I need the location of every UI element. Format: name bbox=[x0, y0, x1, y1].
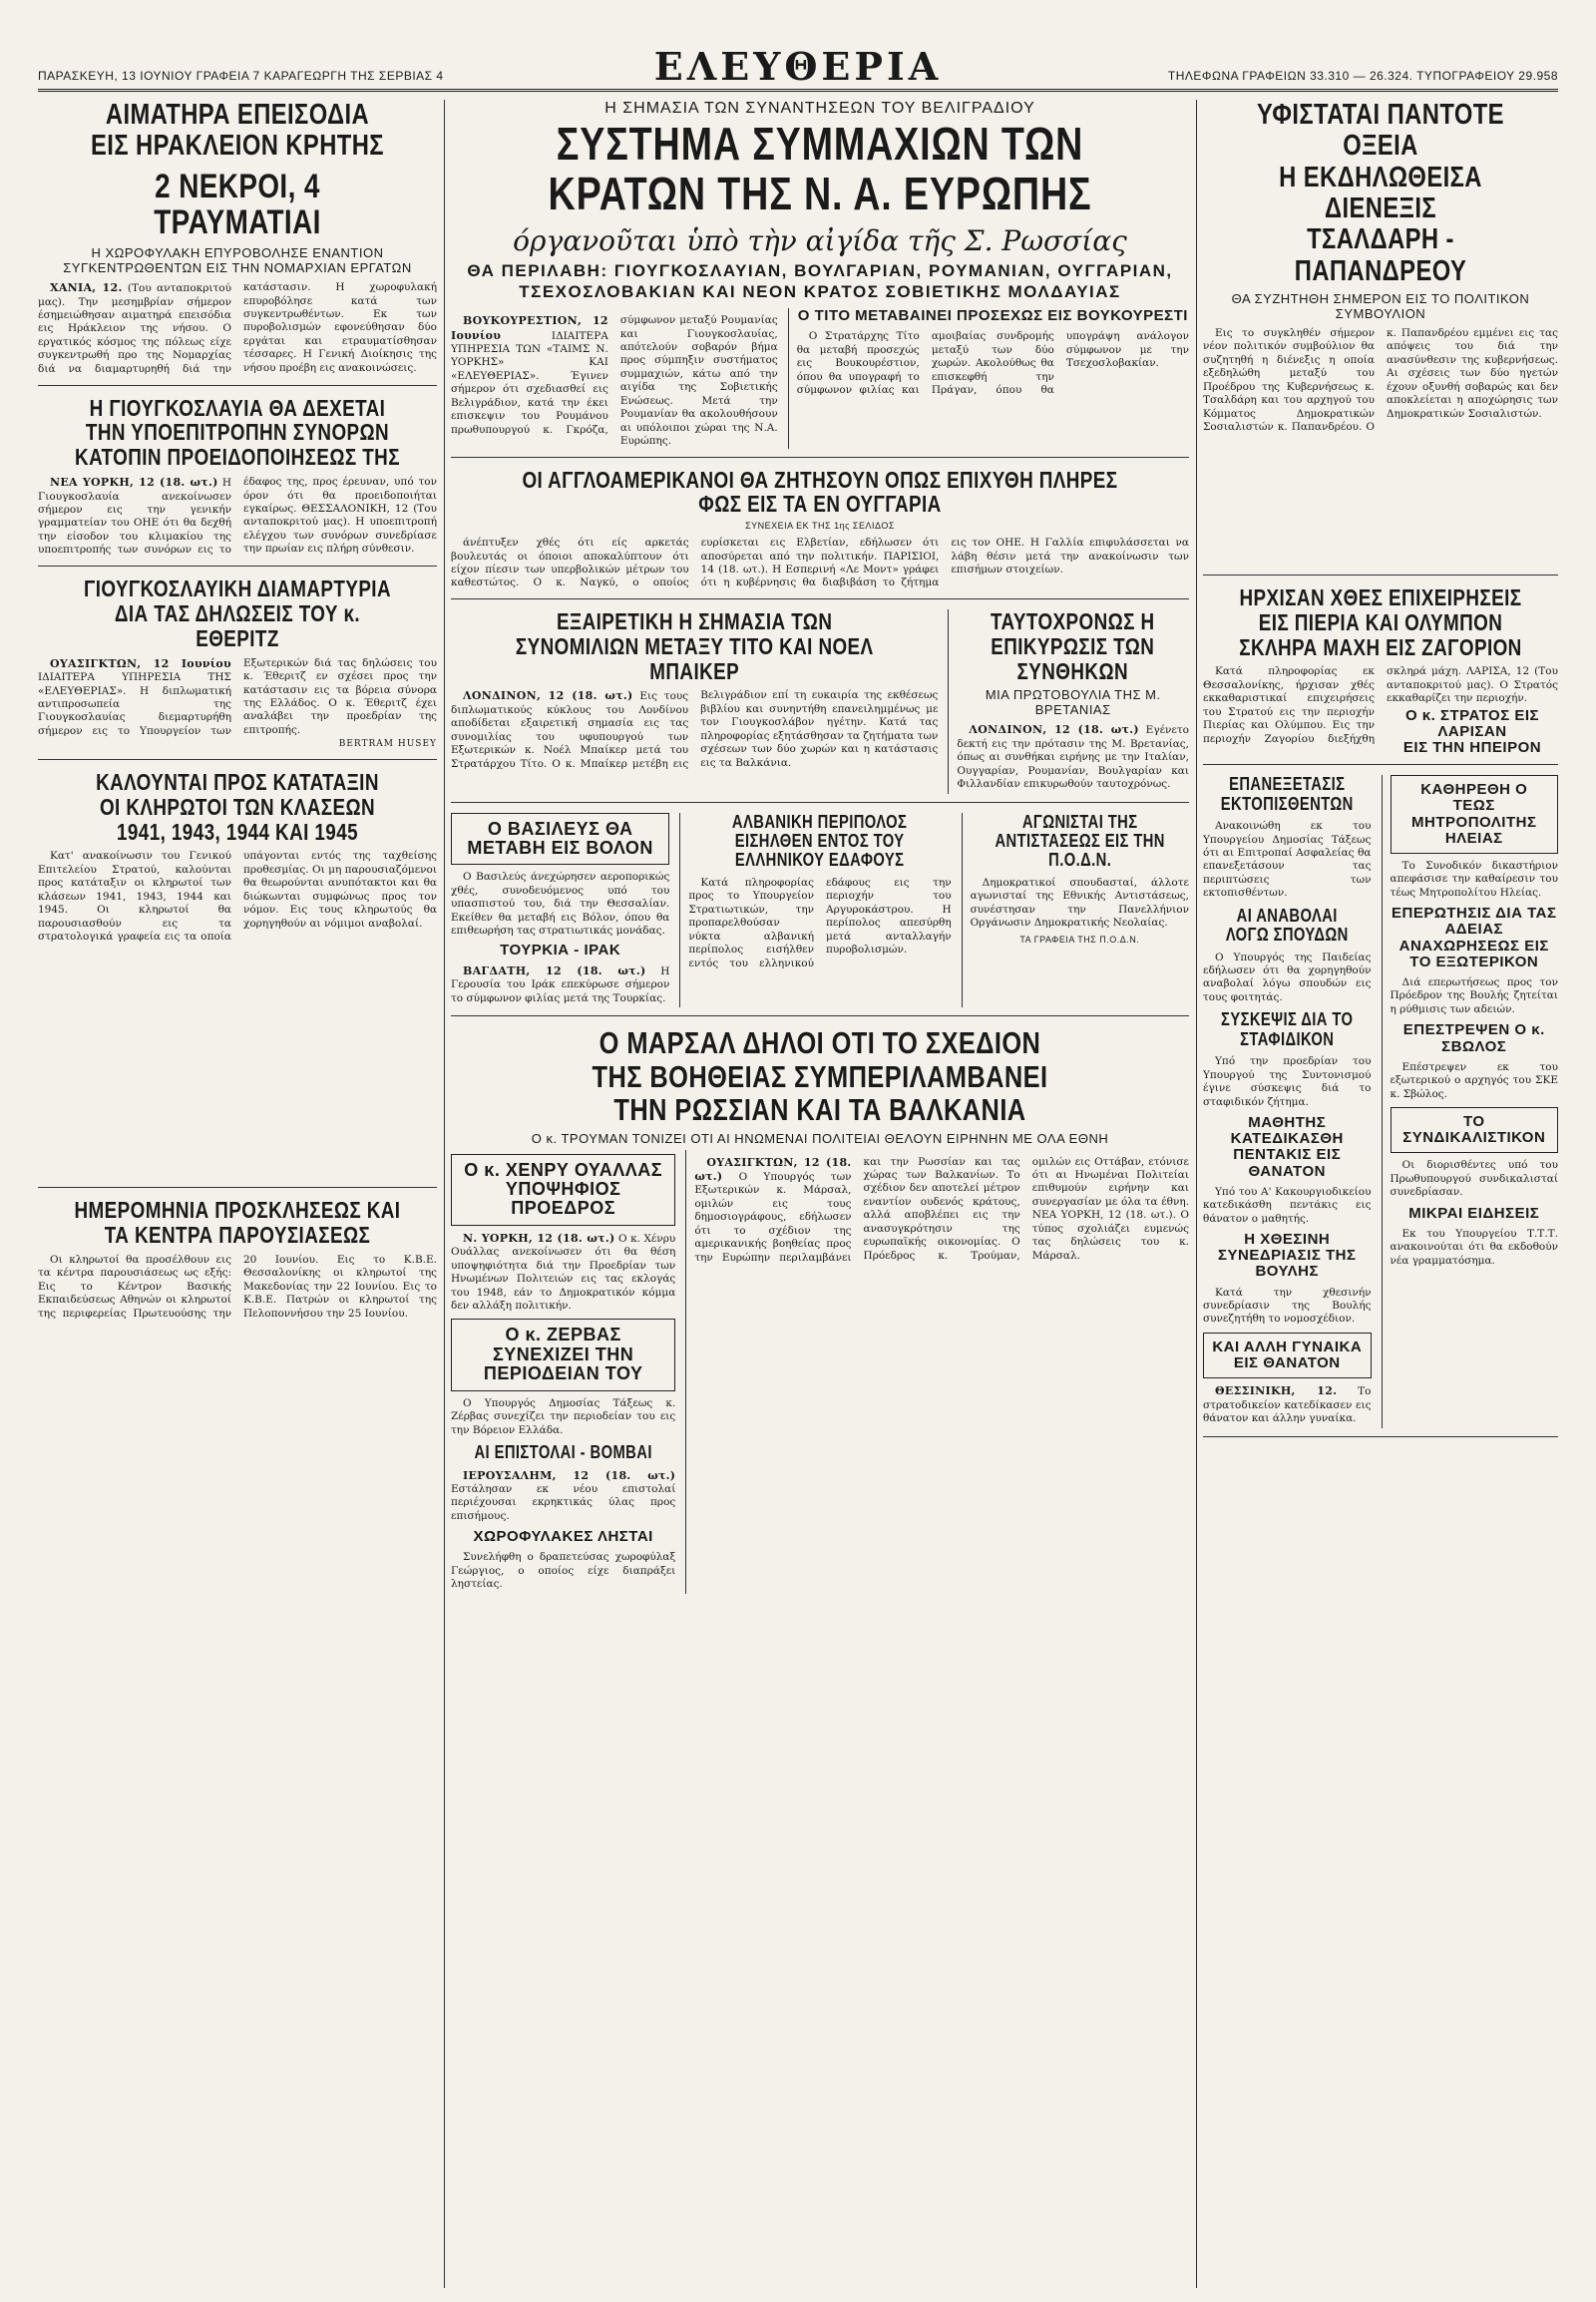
article-text: Συνελήφθη ο δραπετεύσας χωροφύλαξ Γεώργιος, ο οποίος είχε διαπράξει ληστείας. bbox=[451, 1551, 676, 1591]
headline: Ο ΒΑΣΙΛΕΥΣ ΘΑ ΜΕΤΑΒΗ ΕΙΣ ΒΟΛΟΝ bbox=[467, 818, 653, 859]
article-body bbox=[38, 657, 437, 751]
byline: BERTRAM HUSEY bbox=[338, 739, 437, 750]
article-body bbox=[1203, 952, 1372, 1005]
headline: Ο ΜΑΡΣΑΛ ΔΗΛΟΙ ΟΤΙ ΤΟ ΣΧΕΔΙΟΝ bbox=[598, 1026, 1041, 1061]
headline: Ο κ. ΣΤΡΑΤΟΣ ΕΙΣ ΛΑΡΙΣΑΝ bbox=[1404, 706, 1540, 740]
article-text: Κατ' ανακοίνωσιν του Γενικού Επιτελείου Στρατού, καλούνται προς κατάταξιν οι κληρωτοί των κλάσεων 1941, 1943, 1944 και 1945. Οι κληρωτοί θα παρουσιασθούν εις τα στρατολογικά γραφεία εις τα οποία υπάγονται εντός της ταχθείσης προθεσμίας. Οι μη παρουσιαζόμενοι θα θεωρούνται ανυπότακτοι και θα διώκωνται συμφώνως προς τον νόμον. Εις τους κληρωτούς θα χορηγηθούν αι νόμιμοι αναβολαί. bbox=[38, 850, 437, 943]
article-text: Ο Στρατάρχης Τίτο θα μεταβή προσεχώς εις Βουκουρέστιον, όπου θα υπογραφή το σύμφωνον φιλίας και αμοιβαίας συνδρομής μεταξύ των δύο χωρών. Ακολούθως θα επισκεφθή την Πράγαν, όπου θα υπογράψη ανάλογον σύμφωνον με την Τσεχοσλοβακίαν. bbox=[796, 330, 1189, 397]
article-conscripts bbox=[38, 770, 437, 1188]
headline-box bbox=[1391, 775, 1559, 854]
dateline: ΛΟΝΔΙΝΟΝ, 12 (18. ωτ.) bbox=[463, 689, 633, 703]
kicker: Η ΣΗΜΑΣΙΑ ΤΩΝ ΣΥΝΑΝΤΗΣΕΩΝ ΤΟΥ ΒΕΛΙΓΡΑΔΙΟΥ bbox=[604, 100, 1035, 117]
article-body bbox=[1203, 1055, 1372, 1109]
headline: ΤΣΑΛΔΑΡΗ - ΠΑΠΑΝΔΡΕΟΥ bbox=[1294, 223, 1467, 287]
dateline: ΝΕΑ ΥΟΡΚΗ, 12 (18. ωτ.) bbox=[50, 476, 218, 490]
article-right-stack bbox=[1382, 775, 1559, 1427]
headline: ΗΡΧΙΣΑΝ ΧΘΕΣ ΕΠΙΧΕΙΡΗΣΕΙΣ bbox=[1239, 584, 1522, 610]
article-body bbox=[1203, 1186, 1372, 1226]
article-body bbox=[971, 877, 1189, 931]
article-body bbox=[451, 964, 669, 1005]
dateline: ΧΑΝΙΑ, 12. bbox=[50, 281, 123, 295]
headline: ΕΞΑΙΡΕΤΙΚΗ Η ΣΗΜΑΣΙΑ ΤΩΝ ΣΥΝΟΜΙΛΙΩΝ ΜΕΤΑΞΥ ΤΙΤΟ ΚΑΙ ΝΟΕΛ ΜΠΑΙΚΕΡ bbox=[515, 608, 874, 684]
headline: 2 ΝΕΚΡΟΙ, 4 ΤΡΑΥΜΑΤΙΑΙ bbox=[154, 167, 321, 242]
article-text: Ο κ. Χένρυ Ουάλλας ανεκοίνωσεν ότι θα θέση υποψηφιότητα διά την Προεδρίαν των Ηνωμένων Πολιτειών εις τας εκλογάς του 1948, εάν το Δημοκρατικόν κόμμα δεν αλλάξη πολιτικήν. bbox=[451, 1232, 676, 1313]
footer-label: ΤΑ ΓΡΑΦΕΙΑ ΤΗΣ Π.Ο.Δ.Ν. bbox=[1019, 934, 1140, 945]
article-resistance bbox=[962, 813, 1189, 1008]
article-text: Ο Υπουργός Δημοσίας Τάξεως κ. Ζέρβας συνεχίζει την περιοδείαν του εις την Βόρειον Ελλάδα. bbox=[451, 1396, 676, 1436]
article-body bbox=[1203, 1384, 1372, 1425]
headline: ΣΥΣΚΕΨΙΣ ΔΙΑ ΤΟ ΣΤΑΦΙΔΙΚΟΝ bbox=[1221, 1009, 1354, 1049]
article-text: (Του ανταποκριτού μας). Την μεσημβρίαν σήμερον έσημειώθησαν αιματηρά επεισόδια εις Ηράκλειον της νήσου. Ο εργατικός κόσμος της πόλεως είχε συγκεντρωθή προ της Νομαρχίας διά να διαμαρτυρηθή διά την κατάστασιν. Η χωροφυλακή επυροβόλησε κατά των συγκεντρωθέντων. Εκ των πυροβολισμών εφονεύθησαν δύο εργάται και ετραυματίσθησαν τέσσαρες. Η Γενική Διοίκησις της νήσου προέβη εις ανακοινώσεις. bbox=[38, 281, 437, 375]
article-body bbox=[1391, 976, 1559, 1016]
article-body bbox=[1391, 1159, 1559, 1199]
newspaper-title: ΕΛΕΥΘΕΡΙΑ bbox=[653, 44, 943, 89]
main-headline: ΚΡΑΤΩΝ ΤΗΣ Ν. Α. ΕΥΡΩΠΗΣ bbox=[548, 167, 1092, 219]
article-tito-baker bbox=[451, 609, 938, 794]
headline: ΤΑΥΤΟΧΡΟΝΩΣ Η ΕΠΙΚΥΡΩΣΙΣ ΤΩΝ ΣΥΝΘΗΚΩΝ bbox=[991, 608, 1155, 684]
right-column bbox=[1203, 100, 1558, 2288]
article-body bbox=[451, 1232, 675, 1314]
article-text: Το στρατοδικείον κατεδίκασεν εις θάνατον και άλλην γυναίκα. bbox=[1203, 1385, 1372, 1425]
headline: ΓΙΟΥΓΚΟΣΛΑΥΙΚΗ ΔΙΑΜΑΡΤΥΡΙΑ ΔΙΑ ΤΑΣ ΔΗΛΩΣΕΙΣ ΤΟΥ κ. ΕΘΕΡΙΤΖ bbox=[83, 576, 391, 651]
headline-box bbox=[451, 1319, 675, 1390]
article-text: Η Γιουγκοσλαυία ανεκοίνωσεν σήμερον εις την γενικήν γραμματείαν του ΟΗΕ ότι θα δεχθή την είσοδον του κλιμακίου της υποεπιτροπής των συνόρων εις το έδαφος της, προς έρευναν, υπό τον όρον ότι θα προειδοποιήται εγκαίρως. ΘΕΣΣΑΛΟΝΙΚΗ, 12 (Του ανταποκριτού μας). Η υποεπιτροπή ελέγχου των συνόρων συνεδρίασε την πρωίαν εις πλήρη σύνθεσιν. bbox=[38, 476, 437, 557]
article-call-dates bbox=[38, 1198, 437, 1601]
headline: ΕΠΕΡΩΤΗΣΙΣ ΔΙΑ ΤΑΣ ΑΔΕΙΑΣ ΑΝΑΧΩΡΗΣΕΩΣ ΕΙΣ ΤΟ ΕΞΩΤΕΡΙΚΟΝ bbox=[1392, 905, 1557, 970]
article-albanian bbox=[679, 813, 951, 1008]
article-body bbox=[38, 1254, 437, 1593]
headline: 1941, 1943, 1944 ΚΑΙ 1945 bbox=[116, 818, 359, 845]
dateline: ΛΟΝΔΙΝΟΝ, 12 (18. ωτ.) bbox=[969, 723, 1139, 737]
article-layout bbox=[451, 1150, 1189, 1594]
main-headline: ΣΥΣΤΗΜΑ ΣΥΜΜΑΧΙΩΝ ΤΩΝ bbox=[556, 118, 1084, 170]
article-text: Οι κληρωτοί θα προσέλθουν εις τα κέντρα παρουσιάσεως ως εξής: Εις το Κέντρον Βασικής Εκπαιδεύσεως Αθηνών οι κληρωτοί της περιφερείας Πρωτευούσης την 20 Ιουνίου. Εις το Κ.Β.Ε. Θεσσαλονίκης οι κληρωτοί της Μακεδονίας την 22 Ιουνίου. Εις το Κ.Β.Ε. Πατρών οι κληρωτοί της Πελοποννήσου την 25 Ιουνίου. bbox=[38, 1254, 437, 1320]
headline: ΕΠΑΝΕΞΕΤΑΣΙΣ ΕΚΤΟΠΙΣΘΕΝΤΩΝ bbox=[1220, 775, 1354, 814]
article-text: Οι διορισθέντες υπό του Πρωθυπουργού συνδικαλισταί συνεδρίασαν. bbox=[1390, 1159, 1558, 1199]
headline: ΣΚΛΗΡΑ ΜΑΧΗ ΕΙΣ ΖΑΓΟΡΙΟΝ bbox=[1239, 633, 1522, 660]
headline: Ο κ. ΖΕΡΒΑΣ ΣΥΝΕΧΙΖΕΙ ΤΗΝ ΠΕΡΙΟΔΕΙΑΝ ΤΟΥ bbox=[483, 1325, 643, 1384]
headline: ΤΟΥΡΚΙΑ - ΙΡΑΚ bbox=[500, 941, 621, 959]
headline: ΚΑΛΟΥΝΤΑΙ ΠΡΟΣ ΚΑΤΑΤΑΞΙΝ bbox=[96, 769, 379, 795]
subheadline: όργανοῦται ὑπὸ τὴν αἰγίδα τῆς Σ. Ρωσσίας bbox=[513, 224, 1127, 258]
headline: ΚΑΙ ΑΛΛΗ ΓΥΝΑΙΚΑ ΕΙΣ ΘΑΝΑΤΟΝ bbox=[1212, 1338, 1363, 1372]
headline: ΑΙ ΕΠΙΣΤΟΛΑΙ - ΒΟΜΒΑΙ bbox=[474, 1442, 652, 1463]
headline: ΑΓΩΝΙΣΤΑΙ ΤΗΣ ΑΝΤΙΣΤΑΣΕΩΣ ΕΙΣ ΤΗΝ Π.Ο.Δ.Ν. bbox=[995, 812, 1165, 871]
dateline: ΟΥΑΣΙΓΚΤΩΝ, 12 Ιουνίου bbox=[50, 656, 231, 670]
article-body bbox=[1203, 327, 1558, 567]
headline-box bbox=[451, 813, 669, 866]
subheadline: Η ΧΩΡΟΦΥΛΑΚΗ ΕΠΥΡΟΒΟΛΗΣΕ ΕΝΑΝΤΙΟΝ ΣΥΓΚΕΝΤΡΩΘΕΝΤΩΝ ΕΙΣ ΤΗΝ ΝΟΜΑΡΧΙΑΝ ΕΡΓΑΤΩΝ bbox=[63, 245, 412, 276]
article-row bbox=[1203, 775, 1558, 1436]
article-text: Κατά πληροφορίας εκ Θεσσαλονίκης, ήρχισαν χθές εκκαθαριστικαί επιχειρήσεις του Στρατού εις την περιοχήν Πιερίας και Ολύμπου. Εις την περιοχήν Ζαγορίου διεξήχθη σκληρά μάχη. ΛΑΡΙΣΑ, 12 (Του ανταποκριτού μας). Ο Στρατός εκκαθαρίζει την περιοχήν. bbox=[1203, 665, 1558, 745]
headline: Η ΓΙΟΥΓΚΟΣΛΑΥΙΑ ΘΑ ΔΕΧΕΤΑΙ ΤΗΝ ΥΠΟΕΠΙΤΡΟΠΗΝ ΣΥΝΟΡΩΝ ΚΑΤΟΠΙΝ ΠΡΟΕΙΔΟΠΟΙΗΣΕΩΣ ΤΗΣ bbox=[75, 395, 400, 471]
subheadline: ΜΙΑ ΠΡΩΤΟΒΟΥΛΙΑ ΤΗΣ Μ. ΒΡΕΤΑΝΙΑΣ bbox=[985, 687, 1161, 718]
headline-box bbox=[1391, 1107, 1559, 1153]
dateline: ΒΟΥΚΟΥΡΕΣΤΙΟΝ, 12 Ιουνίου bbox=[451, 314, 608, 342]
headline: Η ΧΘΕΣΙΝΗ ΣΥΝΕΔΡΙΑΣΙΣ ΤΗΣ ΒΟΥΛΗΣ bbox=[1218, 1231, 1357, 1281]
headline: Η ΕΚΔΗΛΩΘΕΙΣΑ ΔΙΕΝΕΞΙΣ bbox=[1279, 161, 1482, 224]
article-text: Ο Υπουργός της Παιδείας εδήλωσεν ότι θα χορηγηθούν αναβολαί λόγω σπουδών εις τους φοιτητάς. bbox=[1203, 951, 1372, 1003]
headline: ΕΙΣ ΗΡΑΚΛΕΙΟΝ ΚΡΗΤΗΣ bbox=[91, 130, 384, 163]
headline: ΥΦΙΣΤΑΤΑΙ ΠΑΝΤΟΤΕ ΟΞΕΙΑ bbox=[1257, 100, 1504, 163]
headline: ΤΗΣ ΒΟΗΘΕΙΑΣ ΣΥΜΠΕΡΙΛΑΜΒΑΝΕΙ bbox=[592, 1058, 1048, 1094]
article-text: Εστάλησαν εκ νέου επιστολαί περιέχουσαι εκρηκτικάς ύλας προς επισήμους. bbox=[451, 1482, 676, 1522]
center-column bbox=[451, 100, 1189, 2288]
article-treaties bbox=[948, 609, 1189, 794]
headline: ΗΜΕΡΟΜΗΝΙΑ ΠΡΟΣΚΛΗΣΕΩΣ ΚΑΙ ΤΑ ΚΕΝΤΡΑ ΠΑΡΟΥΣΙΑΣΕΩΣ bbox=[74, 1198, 401, 1249]
article-body bbox=[1203, 820, 1372, 901]
article-body bbox=[38, 476, 437, 558]
article-yugoslavia-border bbox=[38, 396, 437, 568]
headline: ΑΙ ΑΝΑΒΟΛΑΙ ΛΟΓΩ ΣΠΟΥΔΩΝ bbox=[1225, 905, 1349, 946]
article-body bbox=[1203, 665, 1558, 756]
article-text: Κατά την χθεσινήν συνεδρίασιν της Βουλής συνεζητήθη το νομοσχέδιον. bbox=[1203, 1286, 1372, 1326]
article-side bbox=[451, 1150, 675, 1594]
headline: ΜΙΚΡΑΙ ΕΙΔΗΣΕΙΣ bbox=[1408, 1204, 1540, 1222]
article-tsaldaris bbox=[1203, 100, 1558, 576]
article-body bbox=[451, 537, 1189, 590]
article-body bbox=[451, 1551, 675, 1591]
dateline: ΙΕΡΟΥΣΑΛΗΜ, 12 (18. ωτ.) bbox=[463, 1468, 676, 1482]
article-text: Επέστρεψεν εκ του εξωτερικού ο αρχηγός του ΣΚΕ κ. Σβώλος. bbox=[1390, 1060, 1558, 1100]
dateline: ΘΕΣΣΙΝΙΚΗ, 12. bbox=[1215, 1384, 1338, 1398]
article-alliances bbox=[451, 100, 1189, 458]
article-layout bbox=[451, 308, 1189, 448]
article-text: Το Συνοδικόν δικαστήριον απεφάσισε την καθαίρεσιν του τέως Μητροπολίτου Ηλείας. bbox=[1390, 859, 1558, 899]
article-yugoslav-protest bbox=[38, 576, 437, 760]
left-column bbox=[38, 100, 437, 2288]
kicker: ΣΥΝΕΧΕΙΑ ΕΚ ΤΗΣ 1ης ΣΕΛΙΔΟΣ bbox=[745, 521, 895, 532]
article-body-left bbox=[451, 308, 778, 448]
headline: ΑΛΒΑΝΙΚΗ ΠΕΡΙΠΟΛΟΣ ΕΙΣΗΛΘΕΝ ΕΝΤΟΣ ΤΟΥ ΕΛΛΗΝΙΚΟΥ ΕΔΑΦΟΥΣ bbox=[732, 812, 908, 871]
article-body bbox=[451, 1397, 675, 1437]
article-body bbox=[1391, 1061, 1559, 1101]
masthead bbox=[38, 44, 1558, 92]
dateline: ΟΥΑΣΙΓΚΤΩΝ, 12 (18. ωτ.) bbox=[694, 1155, 852, 1183]
article-body bbox=[451, 314, 778, 448]
article-text: άνέπτυξεν χθές ότι είς αρκετάς βουλευτάς οι όποιοι αποκαλύπτουν ότι είχον πίεσιν των υπερβολικών μέτρων του καθεστώτος. Ο κ. Ναγκύ, ο οποίος ευρίσκεται εις Ελβετίαν, εδήλωσεν ότι αποσύρεται από την πολιτικήν. ΠΑΡΙΣΙΟΙ, 14 (18. ωτ.). Η Εσπερινή «Λε Μοντ» γράφει ότι η κυβέρνησις θα διαβιβάση το ζήτημα εις τον ΟΗΕ. Η Γαλλία επιφυλάσσεται να λάβη θέσιν μετά την ανακοίνωσιν των επισήμων στοιχείων. bbox=[451, 537, 1189, 589]
article-text: Εκ του Υπουργείου Τ.Τ.Τ. ανακοινούται ότι θα εκδοθούν νέα γραμματόσημα. bbox=[1390, 1227, 1558, 1267]
article-main bbox=[685, 1150, 1189, 1594]
headline: ΜΑΘΗΤΗΣ ΚΑΤΕΔΙΚΑΣΘΗ ΠΕΝΤΑΚΙΣ ΕΙΣ ΘΑΝΑΤΟΝ bbox=[1230, 1113, 1344, 1180]
dateline: ΒΑΓΔΑΤΗ, 12 (18. ωτ.) bbox=[463, 963, 646, 977]
article-body bbox=[451, 689, 938, 771]
article-text: Εγένετο δεκτή εις την πρότασιν της Μ. Βρετανίας, όπως αι συνθήκαι ειρήνης με την Ιταλίαν, Ουγγαρίαν, Ρουμανίαν, Βουλγαρίαν και Φιλλανδίαν επικυρωθούν ταυτοχρόνως. bbox=[957, 724, 1189, 791]
masthead-date-address: ΠΑΡΑΣΚΕΥΗ, 13 ΙΟΥΝΙΟΥ ΓΡΑΦΕΙΑ 7 ΚΑΡΑΓΕΩΡΓΗ ΤΗΣ ΣΕΡΒΙΑΣ 4 bbox=[38, 69, 444, 83]
headline-box bbox=[1203, 1333, 1372, 1378]
headline: ΤΗΝ ΡΩΣΣΙΑΝ ΚΑΙ ΤΑ ΒΑΛΚΑΝΙΑ bbox=[613, 1092, 1026, 1128]
article-body bbox=[957, 723, 1189, 791]
article-crete bbox=[38, 100, 437, 386]
article-text: Εις το συγκληθέν σήμερον νέον πολιτικόν συμβούλιον θα συζητηθή η διένεξις η οποία εξεδηλώθη μεταξύ του Προέδρου της Κυβερνήσεως κ. Τσαλδάρη και του αρχηγού του Κόμματος Δημοκρατικών Σοσιαλιστών κ. Παπανδρέου. Ο κ. Παπανδρέου εμμένει εις τας απόψεις του διά την ανασύνθεσιν της κυβερνήσεως. Αι σχέσεις των δύο ηγετών έχουν οξυνθή σοβαρώς και δεν αποκλείεται η αποχώρησις των Δημοκρατικών Σοσιαλιστών. bbox=[1203, 326, 1558, 433]
masthead-phones: ΤΗΛΕΦΩΝΑ ΓΡΑΦΕΙΩΝ 33.310 — 26.324. ΤΥΠΟΓΡΑΦΕΙΟΥ 29.958 bbox=[1167, 69, 1558, 83]
article-body bbox=[1203, 1287, 1372, 1327]
article-body bbox=[688, 877, 951, 970]
dateline: Ν. ΥΟΡΚΗ, 12 (18. ωτ.) bbox=[463, 1231, 615, 1245]
headline: ΚΑΘΗΡΕΘΗ Ο ΤΕΩΣ ΜΗΤΡΟΠΟΛΙΤΗΣ ΗΛΕΙΑΣ bbox=[1411, 781, 1537, 847]
article-text: Η Γερουσία του Ιράκ επεκύρωσε σήμερον το σύμφωνον φιλίας μετά της Τουρκίας. bbox=[451, 964, 670, 1004]
article-text: Κατά πληροφορίας προς το Υπουργείον Στρατιωτικών, την προπαρελθούσαν νύκτα αλβανική περίπολος εισήλθεν εντός του ελληνικού εδάφους εις την περιοχήν του Αργυροκάστρου. Η περίπολος απεσύρθη μετά ανταλλαγήν πυροβολισμών. bbox=[688, 876, 952, 969]
headline: ΟΙ ΑΓΓΛΟΑΜΕΡΙΚΑΝΟΙ ΘΑ ΖΗΤΗΣΟΥΝ ΟΠΩΣ ΕΠΙΧΥΘΗ ΠΛΗΡΕΣ ΦΩΣ ΕΙΣ ΤΑ ΕΝ ΟΥΓΓΑΡΙΑ bbox=[522, 467, 1118, 518]
headline: Ο κ. ΧΕΝΡΥ ΟΥΑΛΛΑΣ ΥΠΟΨΗΦΙΟΣ ΠΡΟΕΔΡΟΣ bbox=[464, 1159, 663, 1219]
headline: ΤΟ ΣΥΝΔΙΚΑΛΙΣΤΙΚΟΝ bbox=[1402, 1113, 1546, 1147]
article-body bbox=[797, 330, 1189, 397]
article-left-stack bbox=[1203, 775, 1372, 1427]
article-pieria bbox=[1203, 585, 1558, 765]
headline: Ο ΤΙΤΟ ΜΕΤΑΒΑΙΝΕΙ ΠΡΟΣΕΧΩΣ ΕΙΣ ΒΟΥΚΟΥΡΕΣΤΙ bbox=[797, 308, 1188, 325]
article-marshall bbox=[451, 1026, 1189, 1602]
column-rule bbox=[1196, 100, 1197, 2288]
article-text: Υπό την προεδρίαν του Υπουργού της Συντονισμού έγινε σύσκεψις διά το σταφιδικόν ζήτημα. bbox=[1203, 1055, 1372, 1108]
subheadline: Ο κ. ΤΡΟΥΜΑΝ ΤΟΝΙΖΕΙ ΟΤΙ ΑΙ ΗΝΩΜΕΝΑΙ ΠΟΛΙΤΕΙΑΙ ΘΕΛΟΥΝ ΕΙΡΗΝΗΝ ΜΕ ΟΛΑ ΕΘΝΗ bbox=[531, 1130, 1109, 1146]
article-text: Υπό του Α' Κακουργιοδικείου κατεδικάσθη πεντάκις εις θάνατον ο μαθητής. bbox=[1203, 1185, 1372, 1225]
article-text: Διά επερωτήσεως προς τον Πρόεδρον της Βουλής ζητείται η ρύθμισις των αδειών. bbox=[1390, 976, 1558, 1015]
article-hungary bbox=[451, 468, 1189, 599]
article-body bbox=[451, 1469, 675, 1524]
article-text: Εις τους διπλωματικούς κύκλους του Λονδίνου αποδίδεται εξαιρετική σημασία εις τας συνομιλίας του υφυπουργού των Εξωτερικών κ. Νοέλ Μπαίκερ μετά του Στρατάρχου Τίτο. Ο κ. Μπαίκερ μετέβη εις Βελιγράδιον επί τη ευκαιρία της εκθέσεως βιβλίου και συνηντήθη επανειλημμένως με τον Γιουγκοσλάβον ηγέτην. Κατά τας πληροφορίας εξητάσθησαν τα ζητήματα των σχέσεων των δύο χωρών και η κατάστασις εις τα Βαλκάνια. bbox=[451, 689, 939, 770]
subheadline: ΘΑ ΠΕΡΙΛΑΒΗ: ΓΙΟΥΓΚΟΣΛΑΥΙΑΝ, ΒΟΥΛΓΑΡΙΑΝ, ΡΟΥΜΑΝΙΑΝ, ΟΥΓΓΑΡΙΑΝ, ΤΣΕΧΟΣΛΟΒΑΚΙΑΝ ΚΑΙ ΝΕΟΝ ΚΡΑΤΟΣ ΣΟΒΙΕΤΙΚΗΣ ΜΟΛΔΑΥΙΑΣ bbox=[467, 261, 1173, 301]
headline: ΧΩΡΟΦΥΛΑΚΕΣ ΛΗΣΤΑΙ bbox=[473, 1528, 653, 1546]
article-body bbox=[451, 871, 669, 938]
article-text: Ανακοινώθη εκ του Υπουργείου Δημοσίας Τάξεως ότι αι Επιτροπαί Ασφαλείας θα επανεξετάσουν τας περιπτώσεις των εκτοπισθέντων. bbox=[1203, 820, 1372, 900]
article-body bbox=[1391, 860, 1559, 900]
article-body bbox=[38, 850, 437, 1179]
article-text: ΙΔΙΑΙΤΕΡΑ ΥΠΗΡΕΣΙΑ ΤΗΣ «ΕΛΕΥΘΕΡΙΑΣ». Η διπλωματική αντιπροσωπεία της Γιουγκοσλαυίας διεμαρτυρήθη σήμερον εις το Υπουργείον των Εξωτερικών διά τας δηλώσεις του κ. Έθεριτζ εν σχέσει προς την κατάστασιν εις τα βόρεια σύνορα της Ελλάδος. Ο κ. Έθεριτζ έχει αναλάβει την προεδρίαν της επιτροπής. bbox=[38, 656, 437, 737]
headline-box bbox=[451, 1154, 675, 1226]
article-king bbox=[451, 813, 669, 1008]
article-text: Δημοκρατικοί σπουδασταί, άλλοτε αγωνισταί της Εθνικής Αντιστάσεως, συνέστησαν την Πανελλήνιον Οργάνωσιν Δημοκρατικής Νεολαίας. bbox=[970, 876, 1189, 930]
article-text: Ο Βασιλεύς άνεχώρησεν αεροπορικώς χθές, συνοδευόμενος υπό του υπασπιστού του, διά την Θεσσαλίαν. Εκείθεν θα μεταβή εις Βόλον, όπου θα επιθεωρήση τας στρατιωτικάς μονάδας. bbox=[451, 871, 670, 938]
headline: ΟΙ ΚΛΗΡΩΤΟΙ ΤΩΝ ΚΛΑΣΕΩΝ bbox=[99, 793, 376, 820]
article-text: ΙΔΙΑΙΤΕΡΑ ΥΠΗΡΕΣΙΑ ΤΩΝ «ΤΑΙΜΣ Ν. ΥΟΡΚΗΣ» ΚΑΙ «ΕΛΕΥΘΕΡΙΑΣ». Έγινεν σήμερον ότι σχεδιασθεί εις Βελιγράδιον, κατά την έκει επισκεψιν του Ρουμάνου πρωθυπουργού κ. Γκρόζα, σύμφωνον μεταξύ Ρουμανίας και Γιουγκοσλαυίας, απότελούν σοβαρόν βήμα προς σύμπηξιν συστήματος συμμαχιών, κάτω από την αιγίδα της Σοβιετικής Ενώσεως. Μετά την Ρουμανίαν θα ακολουθήσουν αι υπόλοιποι χώραι της Ν.Α. Ευρώπης. bbox=[451, 314, 778, 448]
article-row bbox=[451, 813, 1189, 1017]
column-rule bbox=[444, 100, 445, 2288]
article-body bbox=[38, 281, 437, 377]
headline: ΕΙΣ ΠΙΕΡΙΑ ΚΑΙ ΟΛΥΜΠΟΝ bbox=[1258, 608, 1503, 635]
article-row bbox=[451, 609, 1189, 803]
headline: ΑΙΜΑΤΗΡΑ ΕΠΕΙΣΟΔΙΑ bbox=[105, 100, 370, 131]
article-body bbox=[1391, 1228, 1559, 1268]
headline: ΕΙΣ ΤΗΝ ΗΠΕΙΡΟΝ bbox=[1402, 739, 1542, 757]
subheadline: ΘΑ ΣΥΖΗΤΗΘΗ ΣΗΜΕΡΟΝ ΕΙΣ ΤΟ ΠΟΛΙΤΙΚΟΝ ΣΥΜΒΟΥΛΙΟΝ bbox=[1231, 290, 1530, 321]
headline: ΕΠΕΣΤΡΕΨΕΝ Ο κ. ΣΒΩΛΟΣ bbox=[1402, 1021, 1545, 1055]
article-text: Ο Υπουργός των Εξωτερικών κ. Μάρσαλ, ομιλών εις τους δημοσιογράφους, εδήλωσεν ότι το σχέδιον της αμερικανικής βοηθείας προς την Ευρώπην περιλαμβάνει και την Ρωσσίαν και τας χώρας των Βαλκανίων. Το σχέδιον δεν αποτελεί μέτρον εναντίον ουδενός κράτους, αλλά αποβλέπει εις την ανασυγκρότησιν της ευρωπαϊκής οικονομίας. Ο Πρόεδρος κ. Τρούμαν, ομιλών εις Οττάβαν, ετόνισε ότι αι Ηνωμέναι Πολιτείαι επιθυμούν ειρήνην και συνεργασίαν με όλα τα έθνη. ΝΕΑ ΥΟΡΚΗ, 12 (18. ωτ.). Ο τύπος σχολιάζει ευμενώς τας δηλώσεις του κ. Μάρσαλ. bbox=[694, 1155, 1189, 1264]
article-body bbox=[694, 1156, 1189, 1266]
article-side bbox=[788, 308, 1189, 448]
